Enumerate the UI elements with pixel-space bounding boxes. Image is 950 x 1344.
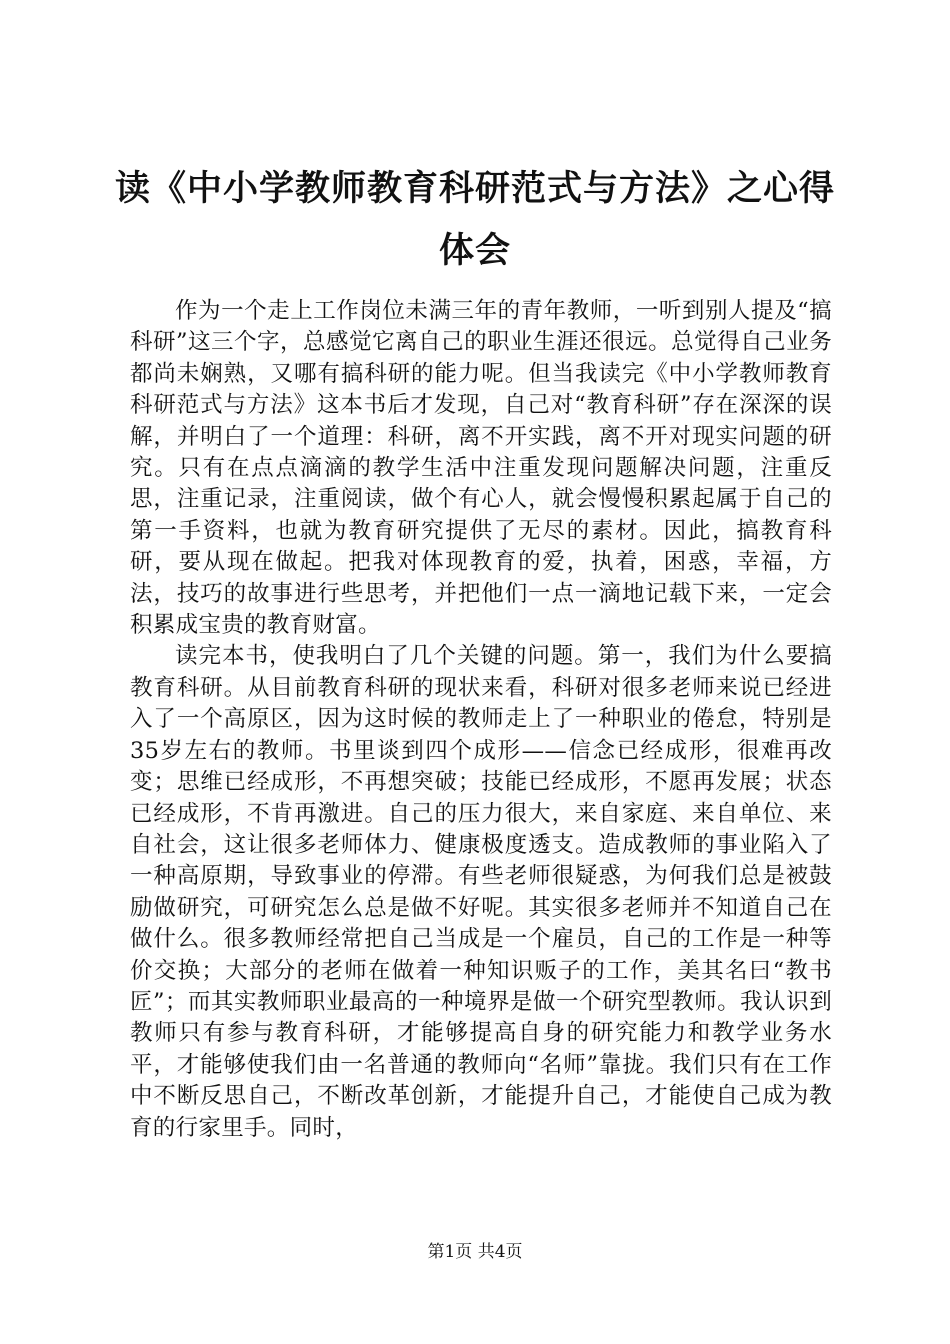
document-body (130, 296, 832, 1144)
paragraph-1: 作为一个走上工作岗位未满三年的青年教师，一听到别人提及“搞科研”这三个字，总感觉它离自己的职业生涯还很远。总觉得自己业务都尚未娴熟，又哪有搞科研的能力呢。但当我读完《中小学教师教育科研范式与方法》这本书后才发现，自己对“教育科研”存在深深的误解，并明白了一个道理：科研，离不开实践，离不开对现实问题的研究。只有在点点滴滴的教学生活中注重发现问题解决问题，注重反思，注重记录，注重阅读，做个有心人，就会慢慢积累起属于自己的第一手资料，也就为教育研究提供了无尽的素材。因此，搞教育科研，要从现在做起。把我对体现教育的爱，执着，困惑，幸福，方法，技巧的故事进行些思考，并把他们一点一滴地记载下来，一定会积累成宝贵的教育财富。 (130, 298, 832, 639)
paragraph-2: 读完本书，使我明白了几个关键的问题。第一，我们为什么要搞教育科研。从目前教育科研的现状来看，科研对很多老师来说已经进入了一个高原区，因为这时候的教师走上了一种职业的倦怠，特别是35岁左右的教师。书里谈到四个成形——信念已经成形，很难再改变；思维已经成形，不再想突破；技能已经成形，不愿再发展；状态已经成形，不肯再激进。自己的压力很大，来自家庭、来自单位、来自社会，这让很多老师体力、健康极度透支。造成教师的事业陷入了一种高原期，导致事业的停滞。有些老师很疑惑，为何我们总是被鼓励做研究，可研究怎么总是做不好呢。其实很多老师并不知道自己在做什么。很多教师经常把自己当成是一个雇员，自己的工作是一种等价交换；大部分的老师在做着一种知识贩子的工作，美其名曰“教书匠”；而其实教师职业最高的一种境界是做一个研究型教师。我认识到教师只有参与教育科研，才能够提高自身的研究能力和教学业务水平，才能够使我们由一名普通的教师向“名师”靠拢。我们只有在工作中不断反思自己，不断改革创新，才能提升自己，才能使自己成为教育的行家里手。同时， (130, 643, 832, 1141)
page-footer: 第1页 共4页 (427, 1242, 523, 1262)
document-title: 读《中小学教师教育科研范式与方法》之心得体会 (114, 169, 835, 271)
